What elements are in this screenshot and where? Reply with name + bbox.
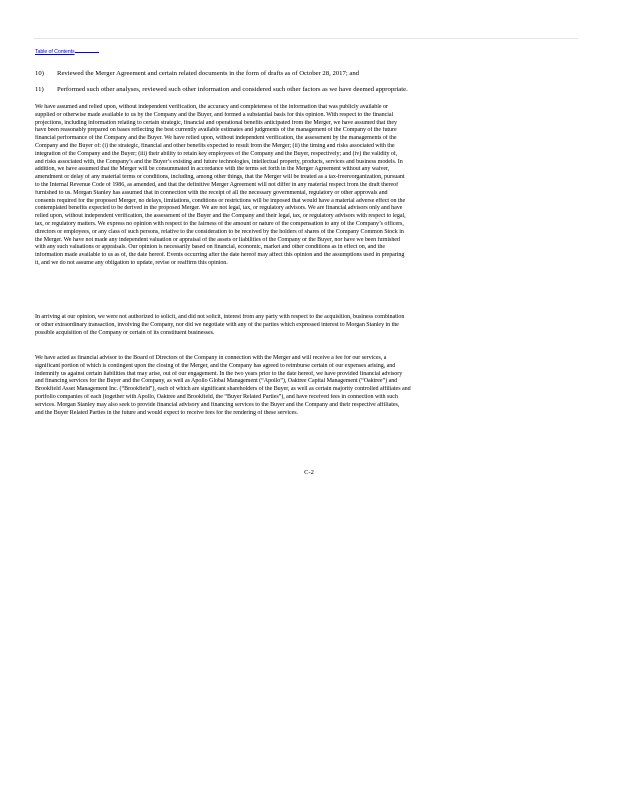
paragraph-line: the Merger. We have not made any independent valuation or appraisal of the assets or liabilities of the Company or the Buyer, nor have we been furnished bbox=[35, 236, 400, 243]
paragraph-line: furnished to us. Morgan Stanley has assumed that in connection with the receipt of all the necessary governmental, regulatory or other approvals and bbox=[35, 189, 388, 196]
paragraph-line: In arriving at our opinion, we were not authorized to solicit, and did not solicit, interest from any party with respect to the acquisition, business combination bbox=[35, 314, 405, 320]
paragraph-line: have been reasonably prepared on bases reflecting the best currently available estimates and judgments of the management of the Company of the future bbox=[35, 127, 397, 134]
top-divider bbox=[34, 38, 578, 39]
paragraph-line: financial performance of the Company and the Buyer. We have relied upon, without independent verification, the assessment by the managements of the bbox=[35, 135, 397, 142]
page-number: C-2 bbox=[304, 469, 314, 476]
paragraph-line: directors or employees, or any class of such persons, relative to the consideration to be received by the holders of shares of the Company Common Stock in bbox=[35, 228, 404, 235]
paragraph-line: We have assumed and relied upon, without independent verification, the accuracy and completeness of the information that was publicly available or bbox=[35, 104, 388, 110]
paragraph-solicitation bbox=[35, 314, 583, 337]
paragraph-line: contemplated benefits expected to be derived in the proposed Merger. We are not legal, tax, or regulatory advisors. We are financial advisors only and have bbox=[35, 205, 403, 212]
paragraph-line: Company and the Buyer of: (i) the strategic, financial and other benefits expected to result from the Merger; (ii) the timing and risks associated with the bbox=[35, 142, 395, 149]
list-item-number: 10) bbox=[35, 70, 44, 77]
table-of-contents-link[interactable]: Table of Contents bbox=[35, 48, 99, 55]
paragraph-line: addition, we have assumed that the Merger will be consummated in accordance with the terms set forth in the Merger Agreement without any waiver, bbox=[35, 166, 390, 173]
paragraph-line: and financing services for the Buyer and the Company, as well as Apollo Global Management (“Apollo”), Oaktree Capital Management (“Oaktree”) and bbox=[35, 378, 398, 385]
list-item-number: 11) bbox=[35, 86, 44, 93]
paragraph-line: tax, or regulatory matters. We express no opinion with respect to the fairness of the amount or nature of the compensation to any of the Company’s officers, bbox=[35, 220, 404, 227]
paragraph-line: portfolio companies of each (together with Apollo, Oaktree and Brookfield, the “Buyer Related Parties”), and have received fees in connection with such bbox=[35, 393, 398, 400]
paragraph-line: it, and we do not assume any obligation to update, revise or reaffirm this opinion. bbox=[35, 259, 228, 266]
paragraph-line: consents required for the proposed Merger, no delays, limitations, conditions or restrictions will be imposed that would have a material adverse effect on the bbox=[35, 197, 406, 204]
paragraph-line: to the Internal Revenue Code of 1986, as amended, and that the definitive Merger Agreement will not differ in any material respect from the draft thereof bbox=[35, 181, 399, 188]
paragraph-line: and risks associated with, the Company’s and the Buyer’s existing and future technologies, intellectual property, products, services and business models. In bbox=[35, 158, 403, 165]
paragraph-line: services. Morgan Stanley may also seek to provide financial advisory and financing services to the Buyer and the Company and their respective affiliates, bbox=[35, 401, 400, 408]
paragraph-advisory-fees bbox=[35, 355, 583, 417]
paragraph-line: amendment or delay of any material terms or conditions, including, among other things, that the Merger will be treated as a tax-freereorganization, pursuant bbox=[35, 174, 405, 181]
paragraph-line: supplied or otherwise made available to us by the Company and the Buyer, and formed a substantial basis for this opinion. With respect to the financial bbox=[35, 111, 394, 118]
paragraph-line: integration of the Company and the Buyer; (iii) their ability to retain key employees of the Company and the Buyer, respectively; and (iv) the validity of, bbox=[35, 150, 398, 157]
paragraph-line: We have acted as financial advisor to the Board of Directors of the Company in connection with the Merger and will receive a fee for our services, a bbox=[35, 355, 387, 361]
paragraph-line: or other extraordinary transaction, involving the Company, nor did we negotiate with any of the parties which expressed interest to Morgan Stanley in the bbox=[35, 321, 399, 328]
paragraph-line: Brookfield Asset Management Inc. (“Brookfield”), each of which are significant shareholders of the Buyer, as well as certain majority controlled affiliates and bbox=[35, 386, 411, 393]
paragraph-line: significant portion of which is contingent upon the closing of the Merger, and the Company has agreed to reimburse certain of our expenses arising, and bbox=[35, 362, 396, 369]
paragraph-line: with any such valuations or appraisals. Our opinion is necessarily based on financial, economic, market and other conditions as in effect on, and the bbox=[35, 244, 385, 251]
paragraph-line: projections, including information relating to certain strategic, financial and operational benefits anticipated from the Merger, we have assumed that they bbox=[35, 119, 397, 126]
paragraph-line: information made available to us as of, the date hereof. Events occurring after the date hereof may affect this opinion and the assumptions used in preparing bbox=[35, 252, 405, 259]
list-item bbox=[35, 70, 359, 78]
paragraph-assumptions bbox=[35, 104, 583, 268]
list-item bbox=[35, 86, 408, 94]
paragraph-line: indemnify us against certain liabilities that may arise, out of our engagement. In the two years prior to the date hereof, we have provided financial advisory bbox=[35, 370, 403, 377]
paragraph-line: and the Buyer Related Parties in the future and would expect to receive fees for the rendering of these services. bbox=[35, 409, 298, 416]
list-item-text: Reviewed the Merger Agreement and certain related documents in the form of drafts as of October 28, 2017; and bbox=[57, 70, 360, 77]
paragraph-line: relied upon, without independent verification, the assessment of the Buyer and the Company and their legal, tax, or regulatory advisors with respect to legal, bbox=[35, 213, 406, 220]
list-item-text: Performed such other analyses, reviewed such other information and considered such other factors as we have deemed appropriate. bbox=[57, 86, 408, 93]
paragraph-line: possible acquisition of the Company or certain of its constituent businesses. bbox=[35, 329, 215, 336]
